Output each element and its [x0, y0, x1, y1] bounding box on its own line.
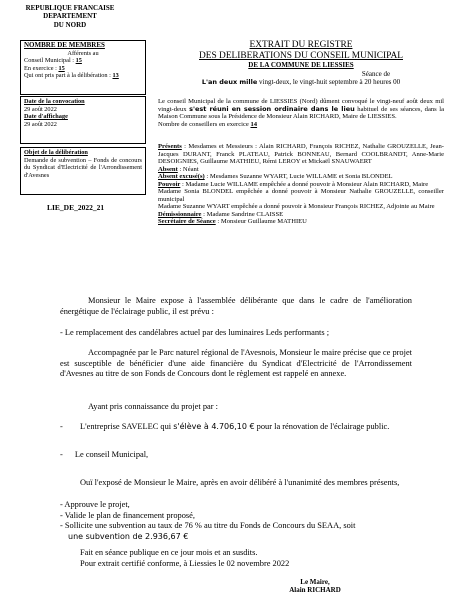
decision-item-3-text: Sollicite une subvention au taux de 76 % au titre du Fonds de Concours du SEAA, soit	[64, 521, 356, 531]
title-line-2: DES DELIBERATIONS DU CONSEIL MUNICIPAL	[199, 50, 403, 61]
nombre-value: 14	[250, 120, 258, 128]
body-p7: Ouï l'exposé de Monsieur le Maire, après en avoir délibéré à l'unanimité des membres présents,	[80, 478, 400, 487]
members-title: NOMBRE DE MEMBRES	[24, 41, 105, 49]
convocation-value: 29 août 2022	[24, 105, 57, 113]
objet-box	[20, 147, 146, 195]
pouvoir-label: Pouvoir	[158, 180, 181, 188]
presents-label: Présents	[158, 143, 182, 150]
objet-text: Demande de subvention – Fonds de concours du Syndicat d'Electricité de l'Arrondissement d'Avesnes	[24, 156, 142, 179]
exercice-value: 15	[58, 64, 65, 72]
afferent-line: Afférents au	[67, 49, 99, 57]
presents-text: : Mesdames et Messieurs : Alain RICHARD, François RICHEZ, Nathalie GROUZELLE, Jean-Jacques DURANT, Franck PLATEAU, Patrick BONNEAU, Bernard COOLBRANDT, Anne-Marie DESOIGNIES, Guillaume MATHIEU, Rémi LEROY et Mickaël SNAUWAERT	[158, 143, 444, 165]
intro-part-1: Le conseil Municipal de la commune de LIESSIES (Nord) dûment convoqué le vingt-neuf août deux mil vingt-deux	[158, 98, 444, 113]
decision-item-2-text: Valide le plan de financement proposé,	[64, 510, 195, 520]
title-line-1: EXTRAIT DU REGISTRE	[249, 40, 353, 50]
members-box	[20, 40, 146, 95]
affichage-value: 29 août 2022	[24, 120, 57, 128]
body-p4: Ayant pris connaissance du projet par :	[88, 402, 218, 411]
intro-paragraph	[158, 98, 444, 128]
body-p6-text: Le conseil Municipal,	[74, 450, 149, 459]
participe-value: 13	[112, 72, 119, 80]
secretaire-line	[158, 218, 444, 226]
demission-line	[158, 211, 444, 219]
body-p6: - Le conseil Municipal,	[60, 450, 149, 459]
presents-line	[158, 143, 444, 166]
closing-line-1: Fait en séance publique en ce jour mois et an susdits.	[80, 548, 258, 557]
excuses-label: Absent excusé(s)	[158, 173, 205, 180]
header-line-2: DEPARTEMENT	[43, 12, 97, 21]
excuses-line	[158, 173, 444, 181]
secretaire-text: : Monsieur Guillaume MATHIEU	[215, 218, 307, 225]
intro-handwritten: s'est réuni en session ordinaire dans le lieu	[189, 104, 355, 113]
signature-line-2: Alain RICHARD	[289, 586, 341, 595]
body-p5-part1: L'entreprise SAVELEC qui	[80, 422, 174, 431]
body-p2-text: Le remplacement des candélabres actuel par des luminaires Leds performants ;	[64, 328, 330, 337]
body-p5-part2: pour la rénovation de l'éclairage public.	[254, 422, 390, 431]
secretaire-label: Secrétaire de Séance	[158, 218, 216, 225]
seance-date-prefix: L'an deux mille	[201, 78, 258, 87]
conseil-line	[24, 57, 142, 65]
conseil-value: 15	[75, 57, 82, 65]
pouvoir-line-3: Madame Suzanne WYART empêchée a donné pouvoir à Monsieur François RICHEZ, Adjointe au Maire	[158, 203, 435, 210]
exercice-label: En exercice :	[24, 64, 57, 72]
affichage-label: Date d'affichage	[24, 113, 68, 121]
dates-box	[20, 96, 146, 144]
closing-line-2: Pour extrait certifié conforme, à Liessies le 02 novembre 2022	[80, 558, 290, 568]
title-line-3: DE LA COMMUNE DE LIESSIES	[248, 61, 354, 70]
pouvoir-line-1	[158, 181, 444, 189]
objet-label: Objet de la délibération	[24, 149, 88, 156]
pouvoir-text-1: : Madame Lucie WILLAME empêchée a donné pouvoir à Monsieur Alain RICHARD, Maire	[180, 180, 429, 188]
convocation-label: Date de la convocation	[24, 98, 85, 105]
nombre-conseillers	[158, 121, 444, 129]
decision-item-3-hand: une subvention de 2.936,67 €	[68, 531, 189, 541]
decision-item-3: - Sollicite une subvention au taux de 76 % au titre du Fonds de Concours du SEAA, soit	[60, 521, 356, 531]
conseil-label: Conseil Municipal :	[24, 57, 75, 65]
header-line-3: DU NORD	[53, 20, 87, 29]
body-p5-hand: s'élève à 4.706,10 €	[173, 422, 255, 431]
exercice-line	[24, 65, 142, 73]
absent-text: : Néant	[177, 165, 199, 173]
participe-line	[24, 72, 142, 80]
demission-label: Démissionnaire	[158, 210, 202, 218]
absent-label: Absent	[158, 165, 178, 173]
excuses-text: : Mesdames Suzanne WYART, Lucie WILLAME et Sonia BLONDEL	[204, 173, 393, 180]
closing-block	[80, 548, 412, 569]
decision-item-2: - Valide le plan de financement proposé,	[60, 510, 195, 520]
pouvoir-line-2: Madame Sonia BLONDEL empêchée a donné pouvoir à Monsieur Nathalie GROUZELLE, conseiller municipal	[158, 188, 444, 203]
absent-line	[158, 166, 444, 174]
republic-header	[6, 4, 134, 29]
decision-item-1-text: Approuve le projet,	[64, 500, 130, 509]
demission-text: : Madame Sandrine CLAISSE	[201, 210, 284, 218]
signature-block	[270, 578, 360, 595]
title-block	[158, 40, 444, 87]
body-p2: - Le remplacement des candélabres actuel par des luminaires Leds performants ;	[60, 328, 330, 337]
seance-date-rest: vingt-deux, le vingt-huit septembre à 20 heures 00	[257, 78, 401, 87]
body-p3: Accompagnée par le Parc naturel régional de l'Avesnois, Monsieur le maire précise que ce projet est susceptible de bénéficier d'une aide financière du Syndicat d'Electricité de l'Arrondissement d'Avesnes au titre de son Fonds de Concours dont le règlement est rappelé en annexe.	[60, 348, 412, 379]
seance-date	[158, 78, 444, 86]
signature-line-1: Le Maire,	[300, 578, 330, 586]
decision-item-1: - Approuve le projet,	[60, 500, 130, 509]
decision-list	[60, 500, 412, 542]
body-p1: Monsieur le Maire expose à l'assemblée délibérante que dans le cadre de l'amélioration énergétique de l'éclairage public, il est prévu :	[60, 296, 412, 316]
attendance-block	[158, 143, 444, 226]
intro-part-2: habituel de ses séances, dans la Maison Commune sous la Présidence de Monsieur Alain RICHARD, Maire de LIESSIES.	[158, 105, 445, 121]
participe-label: Qui ont pris part à la délibération :	[24, 72, 111, 80]
seance-label: Séance de	[361, 69, 391, 78]
nombre-label: Nombre de conseillers en exercice	[158, 120, 249, 128]
body-p5: - L'entreprise SAVELEC qui s'élève à 4.706,10 € pour la rénovation de l'éclairage public.	[60, 422, 390, 431]
header-line-1: REPUBLIQUE FRANCAISE	[25, 4, 115, 12]
deliberation-reference: LIE_DE_2022_21	[47, 203, 105, 212]
